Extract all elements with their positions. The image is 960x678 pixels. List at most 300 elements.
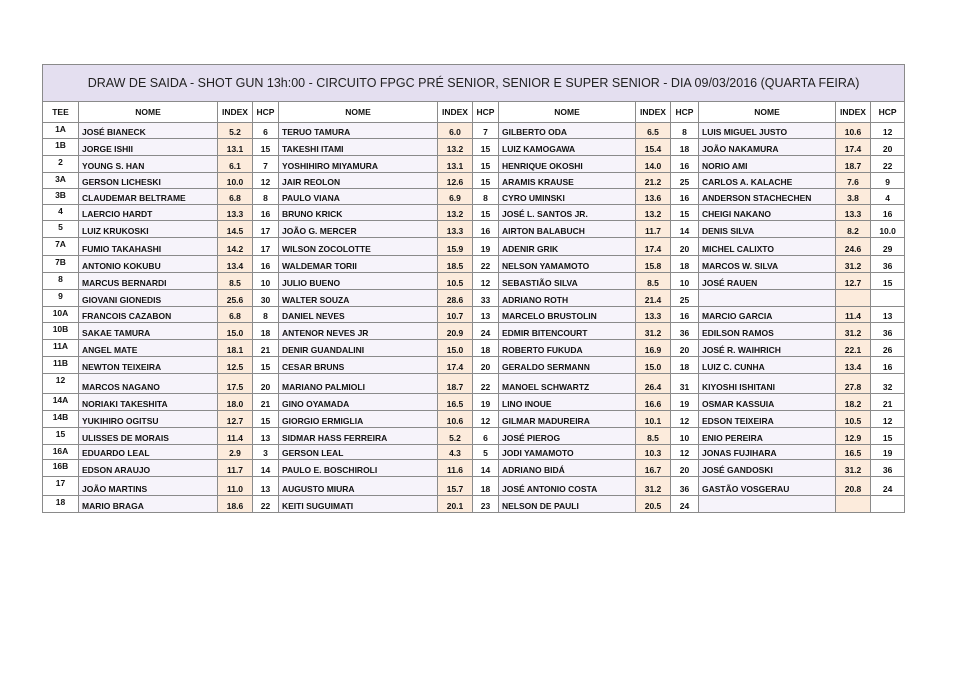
hcp-cell: [871, 496, 905, 513]
hcp-cell: 22: [871, 156, 905, 173]
hcp-cell: 18: [671, 139, 699, 156]
tee-cell: 7B: [43, 256, 79, 273]
index-cell: 11.7: [636, 221, 671, 238]
hcp-cell: 20: [253, 374, 279, 394]
name-cell: EDMIR BITENCOURT: [499, 323, 636, 340]
index-cell: 15.4: [636, 139, 671, 156]
name-cell: JOÃO MARTINS: [79, 477, 218, 496]
name-cell: [699, 290, 836, 307]
name-cell: FUMIO TAKAHASHI: [79, 238, 218, 256]
table-row: [43, 221, 905, 238]
hcp-cell: 26: [871, 340, 905, 357]
tee-cell: 12: [43, 374, 79, 394]
hcp-cell: 15: [871, 428, 905, 445]
index-cell: [836, 290, 871, 307]
index-cell: 10.7: [438, 307, 473, 323]
table-row: [43, 411, 905, 428]
hcp-cell: 12: [871, 123, 905, 139]
name-cell: NORIO AMI: [699, 156, 836, 173]
hcp-cell: 7: [473, 123, 499, 139]
hcp-cell: 14: [671, 221, 699, 238]
index-cell: 5.2: [218, 123, 253, 139]
hcp-cell: 18: [671, 256, 699, 273]
name-cell: ENIO PEREIRA: [699, 428, 836, 445]
index-cell: 6.8: [218, 307, 253, 323]
index-cell: 18.1: [218, 340, 253, 357]
hcp-cell: 19: [473, 394, 499, 411]
table-row: [43, 445, 905, 460]
sheet-title: DRAW DE SAIDA - SHOT GUN 13h:00 - CIRCUITO FPGC PRÉ SENIOR, SENIOR E SUPER SENIOR - DIA 09/03/2016 (QUARTA FEIRA): [43, 65, 905, 102]
name-cell: JULIO BUENO: [279, 273, 438, 290]
name-cell: CESAR BRUNS: [279, 357, 438, 374]
table-row: [43, 290, 905, 307]
hcp-cell: 9: [871, 173, 905, 189]
name-cell: JOSÉ ANTONIO COSTA: [499, 477, 636, 496]
name-cell: NELSON YAMAMOTO: [499, 256, 636, 273]
table-row: [43, 307, 905, 323]
name-cell: CYRO UMINSKI: [499, 189, 636, 205]
name-cell: ULISSES DE MORAIS: [79, 428, 218, 445]
name-cell: JOÃO G. MERCER: [279, 221, 438, 238]
index-cell: 18.7: [836, 156, 871, 173]
tee-cell: 10A: [43, 307, 79, 323]
name-cell: SAKAE TAMURA: [79, 323, 218, 340]
name-cell: JOSÉ RAUEN: [699, 273, 836, 290]
name-cell: OSMAR KASSUIA: [699, 394, 836, 411]
name-cell: GILBERTO ODA: [499, 123, 636, 139]
name-cell: KIYOSHI ISHITANI: [699, 374, 836, 394]
hcp-cell: 12: [671, 411, 699, 428]
index-cell: 13.3: [218, 205, 253, 221]
tee-cell: 4: [43, 205, 79, 221]
name-cell: WALDEMAR TORII: [279, 256, 438, 273]
table-row: [43, 460, 905, 477]
index-cell: 18.2: [836, 394, 871, 411]
name-cell: ANGEL MATE: [79, 340, 218, 357]
hcp-cell: 16: [671, 189, 699, 205]
hcp-cell: 22: [473, 374, 499, 394]
hcp-cell: 19: [473, 238, 499, 256]
hcp-cell: 5: [473, 445, 499, 460]
hcp-cell: 18: [473, 340, 499, 357]
name-cell: GASTÃO VOSGERAU: [699, 477, 836, 496]
index-cell: 13.1: [438, 156, 473, 173]
hcp-cell: 20: [671, 460, 699, 477]
index-cell: 15.7: [438, 477, 473, 496]
column-header: TEE: [43, 102, 79, 123]
index-cell: 8.2: [836, 221, 871, 238]
index-cell: 8.5: [636, 428, 671, 445]
tee-cell: 15: [43, 428, 79, 445]
hcp-cell: 20: [671, 238, 699, 256]
hcp-cell: 16: [871, 357, 905, 374]
index-cell: 5.2: [438, 428, 473, 445]
hcp-cell: 18: [671, 357, 699, 374]
tee-cell: 18: [43, 496, 79, 513]
name-cell: MARIANO PALMIOLI: [279, 374, 438, 394]
index-cell: 13.3: [636, 307, 671, 323]
name-cell: EDUARDO LEAL: [79, 445, 218, 460]
name-cell: SEBASTIÃO SILVA: [499, 273, 636, 290]
hcp-cell: 12: [473, 273, 499, 290]
hcp-cell: 24: [473, 323, 499, 340]
index-cell: 26.4: [636, 374, 671, 394]
index-cell: 31.2: [836, 256, 871, 273]
name-cell: MANOEL SCHWARTZ: [499, 374, 636, 394]
hcp-cell: 21: [253, 340, 279, 357]
name-cell: EDSON TEIXEIRA: [699, 411, 836, 428]
tee-cell: 16B: [43, 460, 79, 477]
index-cell: 13.3: [836, 205, 871, 221]
index-cell: 6.9: [438, 189, 473, 205]
table-row: [43, 256, 905, 273]
index-cell: 20.9: [438, 323, 473, 340]
tee-cell: 5: [43, 221, 79, 238]
index-cell: 10.5: [438, 273, 473, 290]
name-cell: MARCOS NAGANO: [79, 374, 218, 394]
name-cell: GILMAR MADUREIRA: [499, 411, 636, 428]
hcp-cell: 13: [871, 307, 905, 323]
hcp-cell: 24: [871, 477, 905, 496]
index-cell: 17.5: [218, 374, 253, 394]
index-cell: 6.0: [438, 123, 473, 139]
name-cell: JORGE ISHII: [79, 139, 218, 156]
name-cell: YOUNG S. HAN: [79, 156, 218, 173]
index-cell: 6.8: [218, 189, 253, 205]
table-row: [43, 205, 905, 221]
column-header: INDEX: [636, 102, 671, 123]
index-cell: 13.4: [836, 357, 871, 374]
name-cell: ANTENOR NEVES JR: [279, 323, 438, 340]
index-cell: 13.3: [438, 221, 473, 238]
hcp-cell: 29: [871, 238, 905, 256]
name-cell: GINO OYAMADA: [279, 394, 438, 411]
index-cell: 12.7: [218, 411, 253, 428]
name-cell: JOSÉ PIEROG: [499, 428, 636, 445]
index-cell: 12.5: [218, 357, 253, 374]
hcp-cell: 16: [671, 156, 699, 173]
table-row: [43, 496, 905, 513]
index-cell: 13.6: [636, 189, 671, 205]
tee-cell: 17: [43, 477, 79, 496]
hcp-cell: 10.0: [871, 221, 905, 238]
name-cell: GIORGIO ERMIGLIA: [279, 411, 438, 428]
name-cell: ROBERTO FUKUDA: [499, 340, 636, 357]
name-cell: MARCUS BERNARDI: [79, 273, 218, 290]
hcp-cell: 15: [253, 411, 279, 428]
table-row: [43, 273, 905, 290]
index-cell: 16.5: [438, 394, 473, 411]
index-cell: 6.1: [218, 156, 253, 173]
name-cell: MARCOS W. SILVA: [699, 256, 836, 273]
name-cell: EDILSON RAMOS: [699, 323, 836, 340]
hcp-cell: 36: [671, 477, 699, 496]
name-cell: HENRIQUE OKOSHI: [499, 156, 636, 173]
index-cell: 31.2: [636, 477, 671, 496]
hcp-cell: 6: [473, 428, 499, 445]
hcp-cell: 12: [473, 411, 499, 428]
table-row: [43, 394, 905, 411]
name-cell: FRANCOIS CAZABON: [79, 307, 218, 323]
index-cell: 22.1: [836, 340, 871, 357]
name-cell: LUIZ KAMOGAWA: [499, 139, 636, 156]
index-cell: 21.4: [636, 290, 671, 307]
hcp-cell: 15: [253, 357, 279, 374]
tee-cell: 1A: [43, 123, 79, 139]
index-cell: 14.2: [218, 238, 253, 256]
name-cell: AIRTON BALABUCH: [499, 221, 636, 238]
hcp-cell: [871, 290, 905, 307]
hcp-cell: 22: [473, 256, 499, 273]
table-row: [43, 156, 905, 173]
hcp-cell: 16: [253, 205, 279, 221]
name-cell: CLAUDEMAR BELTRAME: [79, 189, 218, 205]
column-header: NOME: [499, 102, 636, 123]
table-row: [43, 139, 905, 156]
column-header: INDEX: [218, 102, 253, 123]
name-cell: MARCIO GARCIA: [699, 307, 836, 323]
draw-table: [42, 64, 905, 513]
index-cell: 20.5: [636, 496, 671, 513]
hcp-cell: 16: [671, 307, 699, 323]
tee-cell: 7A: [43, 238, 79, 256]
hcp-cell: 24: [671, 496, 699, 513]
hcp-cell: 8: [671, 123, 699, 139]
tee-cell: 9: [43, 290, 79, 307]
name-cell: NEWTON TEIXEIRA: [79, 357, 218, 374]
column-header: NOME: [279, 102, 438, 123]
name-cell: CHEIGI NAKANO: [699, 205, 836, 221]
index-cell: 15.0: [218, 323, 253, 340]
table-row: [43, 357, 905, 374]
hcp-cell: 13: [473, 307, 499, 323]
index-cell: 8.5: [218, 273, 253, 290]
hcp-cell: 10: [253, 273, 279, 290]
index-cell: 31.2: [836, 460, 871, 477]
name-cell: SIDMAR HASS FERREIRA: [279, 428, 438, 445]
name-cell: LUIZ C. CUNHA: [699, 357, 836, 374]
name-cell: LUIS MIGUEL JUSTO: [699, 123, 836, 139]
table-row: [43, 428, 905, 445]
index-cell: 11.0: [218, 477, 253, 496]
hcp-cell: 6: [253, 123, 279, 139]
name-cell: ANDERSON STACHECHEN: [699, 189, 836, 205]
hcp-cell: 18: [253, 323, 279, 340]
index-cell: 11.6: [438, 460, 473, 477]
index-cell: 14.0: [636, 156, 671, 173]
index-cell: 27.8: [836, 374, 871, 394]
hcp-cell: 36: [871, 460, 905, 477]
name-cell: PAULO VIANA: [279, 189, 438, 205]
index-cell: 17.4: [836, 139, 871, 156]
hcp-cell: 3: [253, 445, 279, 460]
hcp-cell: 14: [253, 460, 279, 477]
index-cell: 12.7: [836, 273, 871, 290]
name-cell: JONAS FUJIHARA: [699, 445, 836, 460]
name-cell: ANTONIO KOKUBU: [79, 256, 218, 273]
index-cell: 18.6: [218, 496, 253, 513]
header-row: [43, 102, 905, 123]
table-row: [43, 238, 905, 256]
name-cell: LUIZ KRUKOSKI: [79, 221, 218, 238]
hcp-cell: 14: [473, 460, 499, 477]
hcp-cell: 15: [473, 139, 499, 156]
name-cell: ARAMIS KRAUSE: [499, 173, 636, 189]
tee-cell: 14A: [43, 394, 79, 411]
index-cell: 2.9: [218, 445, 253, 460]
index-cell: 13.2: [636, 205, 671, 221]
hcp-cell: 15: [871, 273, 905, 290]
table-body: [43, 123, 905, 513]
index-cell: 10.6: [836, 123, 871, 139]
name-cell: JOSÉ GANDOSKI: [699, 460, 836, 477]
name-cell: NORIAKI TAKESHITA: [79, 394, 218, 411]
hcp-cell: 4: [871, 189, 905, 205]
hcp-cell: 16: [473, 221, 499, 238]
name-cell: DENIR GUANDALINI: [279, 340, 438, 357]
name-cell: YOSHIHIRO MIYAMURA: [279, 156, 438, 173]
tee-cell: 10B: [43, 323, 79, 340]
index-cell: 8.5: [636, 273, 671, 290]
index-cell: 12.6: [438, 173, 473, 189]
index-cell: 16.9: [636, 340, 671, 357]
index-cell: 10.3: [636, 445, 671, 460]
hcp-cell: 33: [473, 290, 499, 307]
tee-cell: 8: [43, 273, 79, 290]
index-cell: 13.2: [438, 139, 473, 156]
index-cell: 31.2: [636, 323, 671, 340]
hcp-cell: 13: [253, 428, 279, 445]
index-cell: 17.4: [438, 357, 473, 374]
name-cell: MICHEL CALIXTO: [699, 238, 836, 256]
index-cell: 20.1: [438, 496, 473, 513]
name-cell: MARIO BRAGA: [79, 496, 218, 513]
index-cell: 11.4: [218, 428, 253, 445]
hcp-cell: 18: [473, 477, 499, 496]
column-header: NOME: [699, 102, 836, 123]
index-cell: 16.5: [836, 445, 871, 460]
index-cell: 14.5: [218, 221, 253, 238]
hcp-cell: 17: [253, 221, 279, 238]
hcp-cell: 10: [671, 428, 699, 445]
name-cell: BRUNO KRICK: [279, 205, 438, 221]
name-cell: DANIEL NEVES: [279, 307, 438, 323]
title-row: [43, 65, 905, 102]
index-cell: 11.7: [218, 460, 253, 477]
index-cell: 10.0: [218, 173, 253, 189]
hcp-cell: 31: [671, 374, 699, 394]
hcp-cell: 36: [871, 323, 905, 340]
index-cell: 18.7: [438, 374, 473, 394]
hcp-cell: 20: [671, 340, 699, 357]
hcp-cell: 19: [871, 445, 905, 460]
hcp-cell: 21: [871, 394, 905, 411]
index-cell: 24.6: [836, 238, 871, 256]
name-cell: JOSÉ L. SANTOS JR.: [499, 205, 636, 221]
index-cell: 15.8: [636, 256, 671, 273]
index-cell: 3.8: [836, 189, 871, 205]
hcp-cell: 16: [871, 205, 905, 221]
hcp-cell: 16: [253, 256, 279, 273]
hcp-cell: 25: [671, 290, 699, 307]
hcp-cell: 15: [253, 139, 279, 156]
index-cell: 13.2: [438, 205, 473, 221]
hcp-cell: 13: [253, 477, 279, 496]
index-cell: 7.6: [836, 173, 871, 189]
index-cell: 16.6: [636, 394, 671, 411]
table-row: [43, 340, 905, 357]
name-cell: PAULO E. BOSCHIROLI: [279, 460, 438, 477]
name-cell: TAKESHI ITAMI: [279, 139, 438, 156]
column-header: NOME: [79, 102, 218, 123]
index-cell: 25.6: [218, 290, 253, 307]
hcp-cell: 19: [671, 394, 699, 411]
index-cell: 10.1: [636, 411, 671, 428]
name-cell: ADRIANO BIDÁ: [499, 460, 636, 477]
tee-cell: 14B: [43, 411, 79, 428]
tee-cell: 3B: [43, 189, 79, 205]
name-cell: JODI YAMAMOTO: [499, 445, 636, 460]
name-cell: CARLOS A. KALACHE: [699, 173, 836, 189]
name-cell: GIOVANI GIONEDIS: [79, 290, 218, 307]
index-cell: 31.2: [836, 323, 871, 340]
name-cell: TERUO TAMURA: [279, 123, 438, 139]
column-header: HCP: [871, 102, 905, 123]
index-cell: 17.4: [636, 238, 671, 256]
name-cell: WILSON ZOCOLOTTE: [279, 238, 438, 256]
hcp-cell: 7: [253, 156, 279, 173]
name-cell: KEITI SUGUIMATI: [279, 496, 438, 513]
index-cell: 20.8: [836, 477, 871, 496]
table-row: [43, 477, 905, 496]
column-header: HCP: [253, 102, 279, 123]
tee-cell: 11B: [43, 357, 79, 374]
hcp-cell: 15: [473, 156, 499, 173]
name-cell: YUKIHIRO OGITSU: [79, 411, 218, 428]
name-cell: LINO INOUE: [499, 394, 636, 411]
column-header: HCP: [671, 102, 699, 123]
name-cell: ADENIR GRIK: [499, 238, 636, 256]
column-header: INDEX: [836, 102, 871, 123]
column-header: INDEX: [438, 102, 473, 123]
index-cell: 10.5: [836, 411, 871, 428]
index-cell: 28.6: [438, 290, 473, 307]
index-cell: 15.0: [438, 340, 473, 357]
index-cell: 18.0: [218, 394, 253, 411]
name-cell: DENIS SILVA: [699, 221, 836, 238]
hcp-cell: 32: [871, 374, 905, 394]
hcp-cell: 15: [671, 205, 699, 221]
hcp-cell: 10: [671, 273, 699, 290]
name-cell: GERSON LICHESKI: [79, 173, 218, 189]
hcp-cell: 36: [671, 323, 699, 340]
name-cell: MARCELO BRUSTOLIN: [499, 307, 636, 323]
name-cell: JAIR REOLON: [279, 173, 438, 189]
name-cell: AUGUSTO MIURA: [279, 477, 438, 496]
name-cell: LAERCIO HARDT: [79, 205, 218, 221]
column-header: HCP: [473, 102, 499, 123]
table-row: [43, 189, 905, 205]
hcp-cell: 8: [253, 189, 279, 205]
table-row: [43, 374, 905, 394]
name-cell: WALTER SOUZA: [279, 290, 438, 307]
hcp-cell: 25: [671, 173, 699, 189]
hcp-cell: 21: [253, 394, 279, 411]
name-cell: EDSON ARAUJO: [79, 460, 218, 477]
hcp-cell: 22: [253, 496, 279, 513]
tee-cell: 3A: [43, 173, 79, 189]
tee-cell: 1B: [43, 139, 79, 156]
